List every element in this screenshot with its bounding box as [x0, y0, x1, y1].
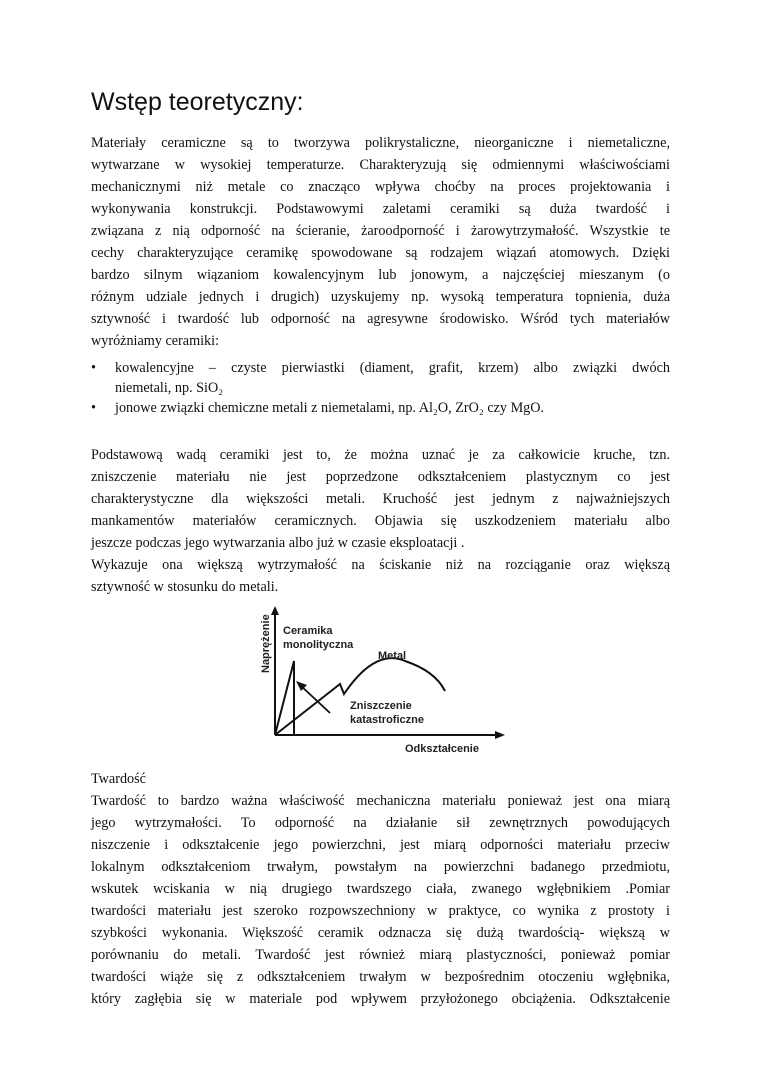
label-failure-2: katastroficzne — [350, 714, 424, 726]
x-axis-label: Odkształcenie — [405, 743, 479, 755]
y-axis-arrow — [271, 606, 279, 615]
text-line: mankamentów materiałów ceramicznych. Objawia się uszkodzeniem materiału albo — [91, 513, 670, 529]
list-item — [91, 398, 670, 418]
intro-paragraph — [91, 132, 670, 352]
text-line: wyróżniamy ceramiki: — [91, 333, 220, 349]
text-line: twardości materiału jest szeroko rozpowszechniony w praktyce, co wynika z prostoty i — [91, 903, 670, 919]
list-item-text: niemetali, np. SiO₂ — [115, 380, 224, 396]
hardness-heading: Twardość — [91, 771, 146, 787]
text-line: Twardość to bardzo ważna właściwość mechaniczna materiału ponieważ jest ona miarą — [91, 793, 670, 809]
list-item-text: jonowe związki chemiczne metali z niemetalami, np. Al₂O, ZrO₂ czy MgO. — [115, 400, 545, 416]
brittleness-paragraph — [91, 444, 670, 598]
list-item — [91, 358, 670, 398]
label-failure: Zniszczenie — [350, 700, 412, 712]
text-line: sztywność i twardość lub odporność na agresywne środowisko. Wśród tych materiałów — [91, 311, 670, 327]
text-line: Materiały ceramiczne są to tworzywa polikrystaliczne, nieorganiczne i niemetaliczne, — [91, 135, 670, 151]
text-line: sztywność w stosunku do metali. — [91, 579, 279, 595]
text-line: lokalnym odkształceniom trwałym, powstałym na powierzchni badanego przedmiotu, — [91, 859, 670, 875]
text-line: wskutek wciskania w nią drugiego twardszego ciała, zwanego wgłębnikiem .Pomiar — [91, 881, 670, 897]
text-line: Wykazuje ona większą wytrzymałość na ściskanie niż na rozciąganie oraz większą — [91, 557, 670, 573]
failure-arrow — [300, 685, 330, 713]
x-axis-arrow — [495, 731, 505, 739]
text-line: różnym udziale jednych i drugich) uzyskujemy np. wysoką temperatura topnienia, duża — [91, 289, 670, 305]
text-line: niszczenie i odkształcenie jego powierzchni, jest miarą odporności materiału przeciw — [91, 837, 670, 853]
label-metal: Metal — [378, 650, 407, 662]
text-line: wykonywania konstrukcji. Podstawowymi zaletami ceramiki są duża twardość i — [91, 201, 670, 217]
y-axis-label: Naprężenie — [260, 614, 272, 673]
text-line: który zagłębia się w materiale pod wpływem przyłożonego obciążenia. Odkształcenie — [91, 991, 670, 1007]
bullet-icon: • — [91, 360, 96, 376]
text-line: charakterystyczne dla większości metali. Kruchość jest jednym z najważniejszych — [91, 491, 670, 507]
text-line: porównaniu do metali. Twardość jest również miarą plastyczności, ponieważ pomiar — [91, 947, 670, 963]
list-item-text: kowalencyjne – czyste pierwiastki (diament, grafit, krzem) albo związki dwóch — [115, 360, 670, 376]
page-title: Wstęp teoretyczny: — [91, 88, 304, 116]
bullet-icon: • — [91, 400, 96, 416]
ceramic-curve — [275, 661, 294, 735]
text-line: zniszczenie materiału nie jest poprzedzone odkształceniem plastycznym co jest — [91, 469, 670, 485]
ceramics-list — [91, 358, 670, 418]
stress-strain-diagram — [255, 603, 515, 758]
label-ceramic: Ceramika — [283, 625, 333, 637]
text-line: związana z nią odporność na ścieranie, żaroodporność i żarowytrzymałość. Wszystkie te — [91, 223, 670, 239]
text-line: wytwarzane w wysokiej temperaturze. Charakteryzują się odmiennymi właściwościami — [91, 157, 670, 173]
text-line: Podstawową wadą ceramiki jest to, że można uznać je za całkowicie kruche, tzn. — [91, 447, 670, 463]
text-line: bardzo silnym wiązaniom kowalencyjnym lub jonowym, a najczęściej mieszanym (o — [91, 267, 670, 283]
hardness-paragraph — [91, 790, 670, 1010]
text-line: jeszcze podczas jego wytwarzania albo już w czasie eksploatacji . — [91, 535, 465, 551]
text-line: jego wytrzymałości. To odporność na działanie sił zewnętrznych powodujących — [91, 815, 670, 831]
text-line: szybkości wykonania. Większość ceramik odznacza się dużą twardością- większą w — [91, 925, 670, 941]
label-ceramic-2: monolityczna — [283, 639, 354, 651]
text-line: mechanicznymi niż metale co znacząco wpływa choćby na proces projektowania i — [91, 179, 670, 195]
text-line: cechy charakteryzujące ceramikę spowodowane są rodzajem wiązań atomowych. Dzięki — [91, 245, 670, 261]
text-line: twardości wiąże się z odkształceniem trwałym w bezpośrednim otoczeniu wgłębnika, — [91, 969, 670, 985]
